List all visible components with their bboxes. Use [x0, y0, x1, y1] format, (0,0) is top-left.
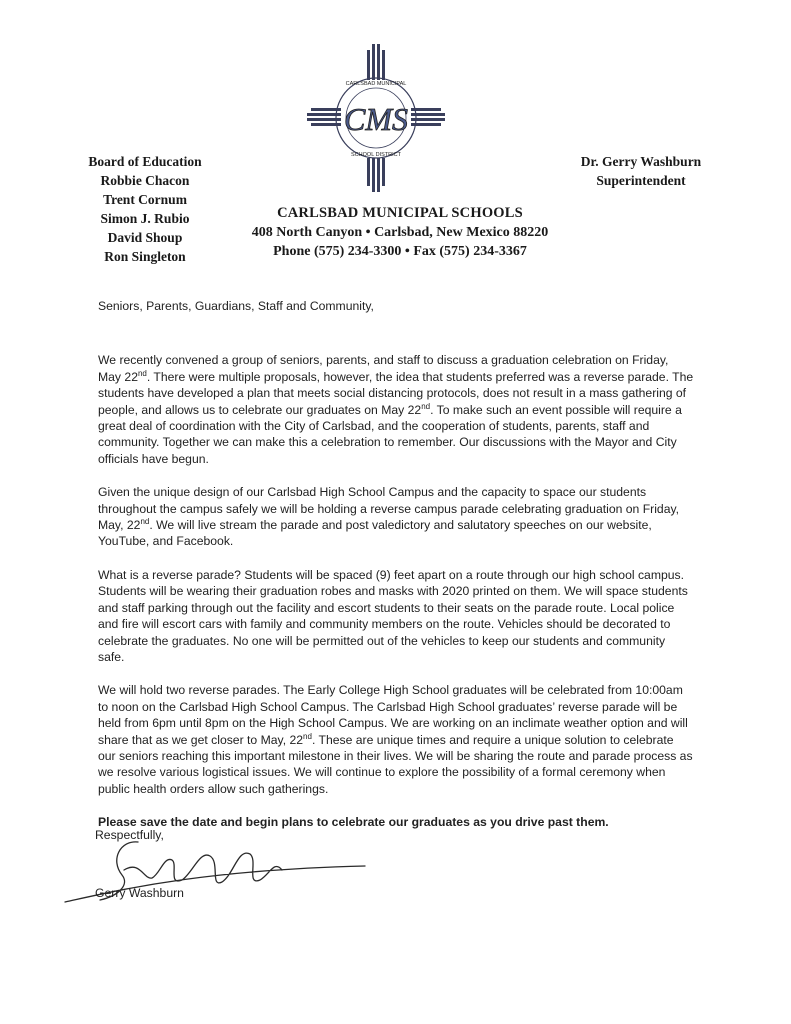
logo-ring-top: CARLSBAD MUNICIPAL: [345, 81, 407, 87]
school-phone: Phone (575) 234-3300 • Fax (575) 234-3367: [273, 244, 527, 259]
closing-statement: Please save the date and begin plans to celebrate our graduates as you drive past them.: [98, 815, 609, 830]
letterhead: [225, 204, 575, 261]
superintendent-block: [561, 152, 721, 190]
superintendent-title: Superintendent: [596, 173, 686, 188]
board-member: Trent Cornum: [103, 192, 187, 207]
logo-ring-bottom: SCHOOL DISTRICT: [351, 152, 401, 158]
school-address: 408 North Canyon • Carlsbad, New Mexico 88220: [251, 225, 549, 240]
paragraph-4: We will hold two reverse parades. The Early College High School graduates will be celebrated from 10:00am to noon on the Carlsbad High School Campus. The Carlsbad High School graduates’ reverse parade will be held from 6pm until 8pm on the High School Campus. We are working on an inclimate weather option and will share that as we get closer to May, 22nd. These are unique times and require a unique solution to celebrate our seniors reaching this important milestone in their lives. We will be sharing the route and parade process as we resolve various logistical issues. We will continue to explore the possibility of a formal ceremony when public health orders allow such gatherings.: [98, 683, 693, 796]
paragraph-1: We recently convened a group of seniors, parents, and staff to discuss a graduation celebration on Friday, May 22nd. There were multiple proposals, however, the idea that students preferred was a reverse parade. The students have developed a plan that meets social distancing protocols, does not result in a mass gathering of people, and allows us to celebrate our graduates on May 22nd. To make such an event possible will require a great deal of coordination with the City of Carlsbad, and the cooperation of students, parents, staff and community. Together we can make this a celebration to remember. Our discussions with the Mayor and City officials have begun.: [98, 353, 694, 466]
logo-monogram: CMS: [344, 101, 408, 137]
board-member: Robbie Chacon: [100, 173, 190, 188]
paragraph-3: What is a reverse parade? Students will be spaced (9) feet apart on a route through our high school campus. Students will be wearing their graduation robes and masks with 2020 printed on them. We will space students and staff parking through out the facility and escort students to their seats on the parade route. Local police and fire will escort cars with family and community members on the route. Vehicles should be decorated to celebrate the graduates. No one will be permitted out of the vehicles to keep our students and community safe.: [98, 567, 688, 664]
letter-body: [98, 298, 694, 853]
board-member: Ron Singleton: [104, 249, 186, 264]
board-member: David Shoup: [107, 230, 183, 245]
greeting: Seniors, Parents, Guardians, Staff and Community,: [98, 299, 374, 313]
superintendent-name: Dr. Gerry Washburn: [580, 154, 702, 169]
signer-name: Gerry Washburn: [95, 886, 184, 900]
district-logo: [305, 40, 445, 195]
signoff: Respectfully,: [95, 828, 164, 842]
board-member: Simon J. Rubio: [100, 211, 190, 226]
paragraph-2: Given the unique design of our Carlsbad High School Campus and the capacity to space our students throughout the campus safely we will be holding a reverse campus parade celebrating graduation on Friday, May, 22nd. We will live stream the parade and post valedictory and salutatory speeches on our website, YouTube, and Facebook.: [98, 485, 680, 549]
school-name: CARLSBAD MUNICIPAL SCHOOLS: [277, 205, 523, 221]
board-title: Board of Education: [88, 154, 202, 169]
board-of-education: [70, 152, 220, 266]
